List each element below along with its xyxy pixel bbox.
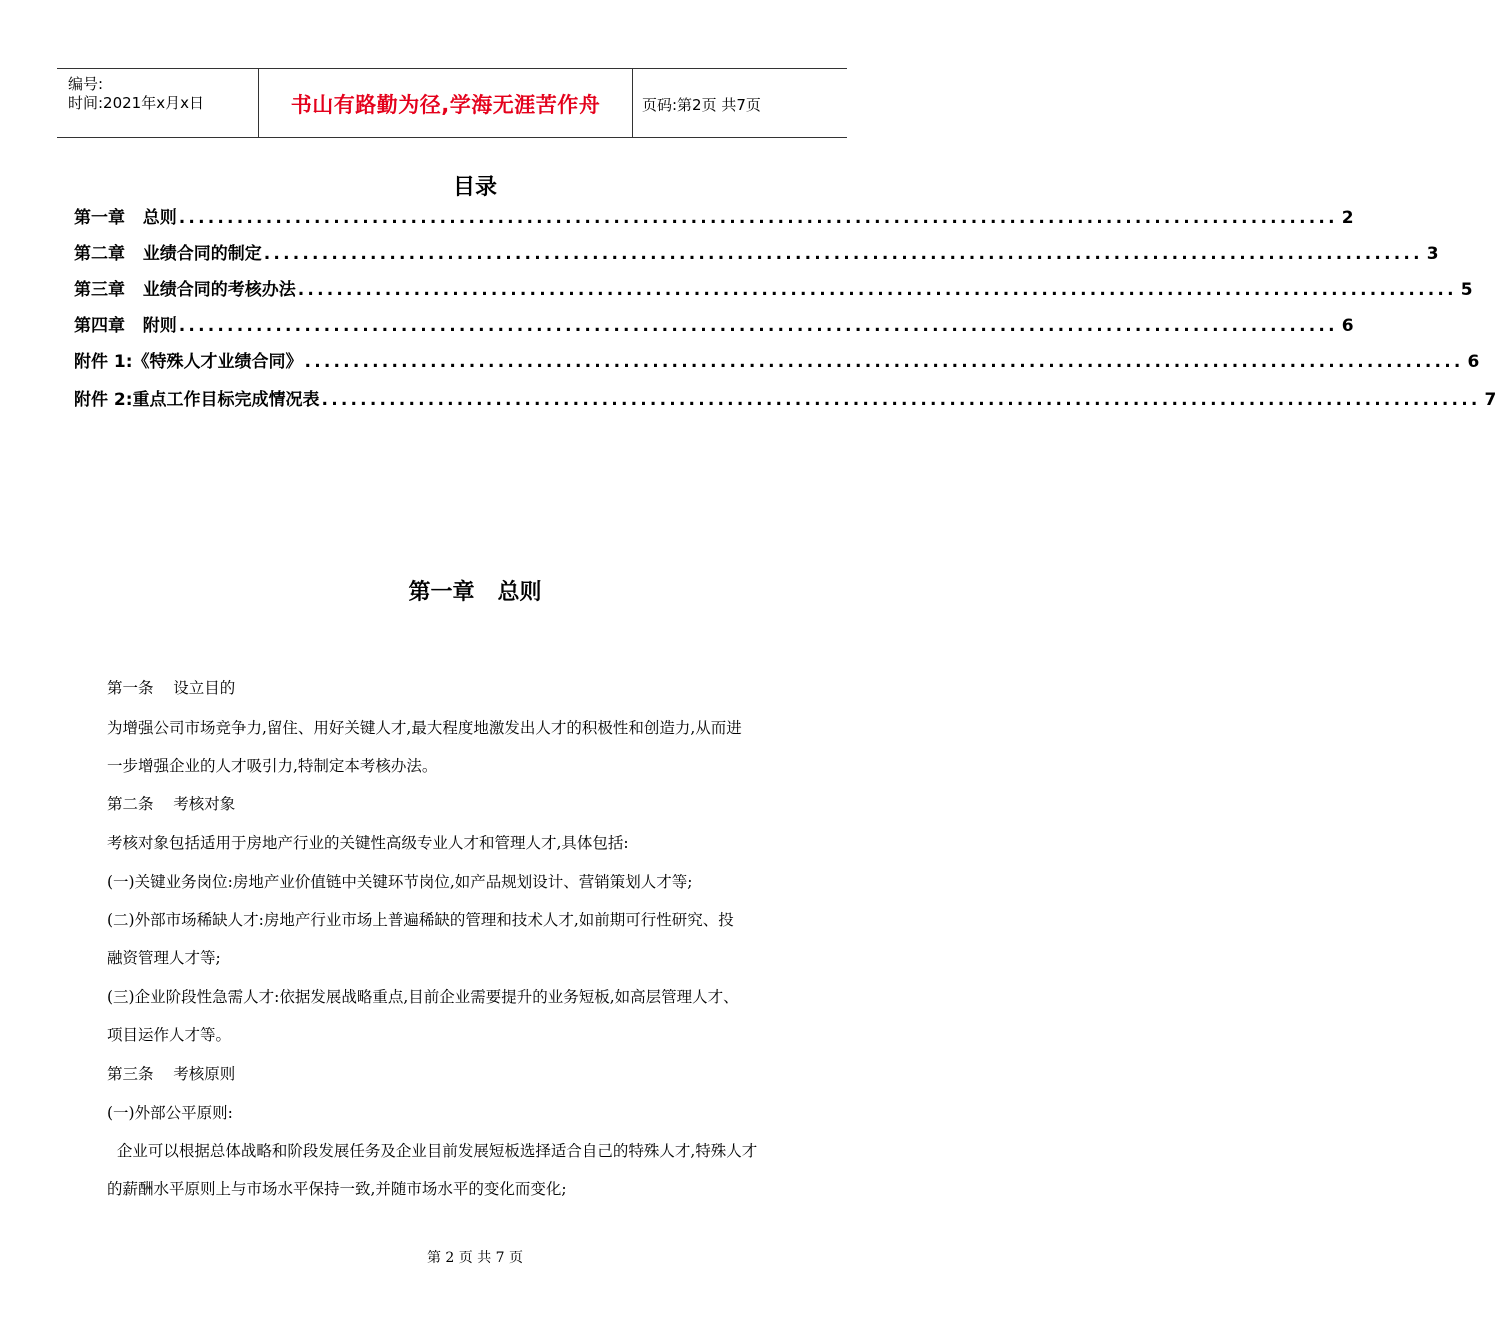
- paragraph-line: 融资管理人才等;: [107, 949, 221, 967]
- toc-entry-page: 6: [1467, 352, 1480, 372]
- toc-leader-dots: ........................................................................................................................: [263, 244, 1423, 264]
- toc-entry-label: 第三章 业绩合同的考核办法: [74, 280, 296, 300]
- paragraph-line: (二)外部市场稀缺人才:房地产行业市场上普遍稀缺的管理和技术人才,如前期可行性研究、投: [107, 911, 734, 929]
- paragraph-line: 一步增强企业的人才吸引力,特制定本考核办法。: [107, 757, 438, 775]
- article-heading: 第三条 考核原则: [107, 1065, 236, 1083]
- paragraph-line: 的薪酬水平原则上与市场水平保持一致,并随市场水平的变化而变化;: [107, 1180, 567, 1198]
- toc-entry-page: 6: [1341, 316, 1354, 336]
- toc-entry[interactable]: [74, 313, 1354, 339]
- paragraph-line: 为增强公司市场竞争力,留住、用好关键人才,最大程度地激发出人才的积极性和创造力,从而进: [107, 719, 742, 737]
- toc-entry[interactable]: [74, 349, 1480, 375]
- header-page-cell: [632, 69, 847, 137]
- toc-leader-dots: ........................................................................................................................: [178, 316, 1338, 336]
- toc-entry-page: 5: [1460, 280, 1473, 300]
- paragraph-line: 企业可以根据总体战略和阶段发展任务及企业目前发展短板选择适合自己的特殊人才,特殊人才: [107, 1142, 758, 1160]
- article-heading: 第一条 设立目的: [107, 679, 236, 697]
- document-time-label: 时间:2021年x月x日: [68, 94, 204, 112]
- toc-entry[interactable]: [74, 241, 1439, 267]
- toc-leader-dots: ........................................................................................................................: [304, 352, 1464, 372]
- paragraph-line: (三)企业阶段性急需人才:依据发展战略重点,目前企业需要提升的业务短板,如高层管理人才、: [107, 988, 739, 1006]
- toc-entry-page: 3: [1426, 244, 1439, 264]
- toc-leader-dots: ........................................................................................................................: [297, 280, 1457, 300]
- toc-entry-label: 第二章 业绩合同的制定: [74, 244, 262, 264]
- toc-leader-dots: ........................................................................................................................: [178, 208, 1338, 228]
- toc-entry-label: 附件 2:重点工作目标完成情况表: [74, 390, 320, 410]
- toc-entry[interactable]: [74, 277, 1473, 303]
- toc-entry-page: 7: [1484, 390, 1496, 410]
- document-number-label: 编号:: [68, 75, 104, 93]
- header-table: [57, 68, 847, 138]
- toc-entry[interactable]: [74, 387, 1496, 413]
- toc-entry-label: 第一章 总则: [74, 208, 177, 228]
- paragraph-line: 项目运作人才等。: [107, 1026, 232, 1044]
- paragraph-line: (一)外部公平原则:: [107, 1104, 233, 1122]
- chapter-heading: 第一章 总则: [408, 580, 542, 605]
- toc-entry-label: 第四章 附则: [74, 316, 177, 336]
- header-motto-cell: [258, 69, 633, 137]
- toc-entry-page: 2: [1341, 208, 1354, 228]
- header-meta-cell: [57, 69, 258, 137]
- paragraph-line: 考核对象包括适用于房地产行业的关键性高级专业人才和管理人才,具体包括:: [107, 834, 629, 852]
- paragraph-line: (一)关键业务岗位:房地产业价值链中关键环节岗位,如产品规划设计、营销策划人才等;: [107, 873, 693, 891]
- toc-leader-dots: ........................................................................................................................: [321, 390, 1481, 410]
- article-heading: 第二条 考核对象: [107, 795, 236, 813]
- toc-title: 目录: [452, 175, 497, 200]
- toc-entry[interactable]: [74, 205, 1354, 231]
- header-page-label: 页码:第2页 共7页: [642, 96, 761, 114]
- header-motto: 书山有路勤为径,学海无涯苦作舟: [290, 93, 601, 117]
- page-footer: 第 2 页 共 7 页: [426, 1250, 524, 1266]
- toc-entry-label: 附件 1:《特殊人才业绩合同》: [74, 352, 303, 372]
